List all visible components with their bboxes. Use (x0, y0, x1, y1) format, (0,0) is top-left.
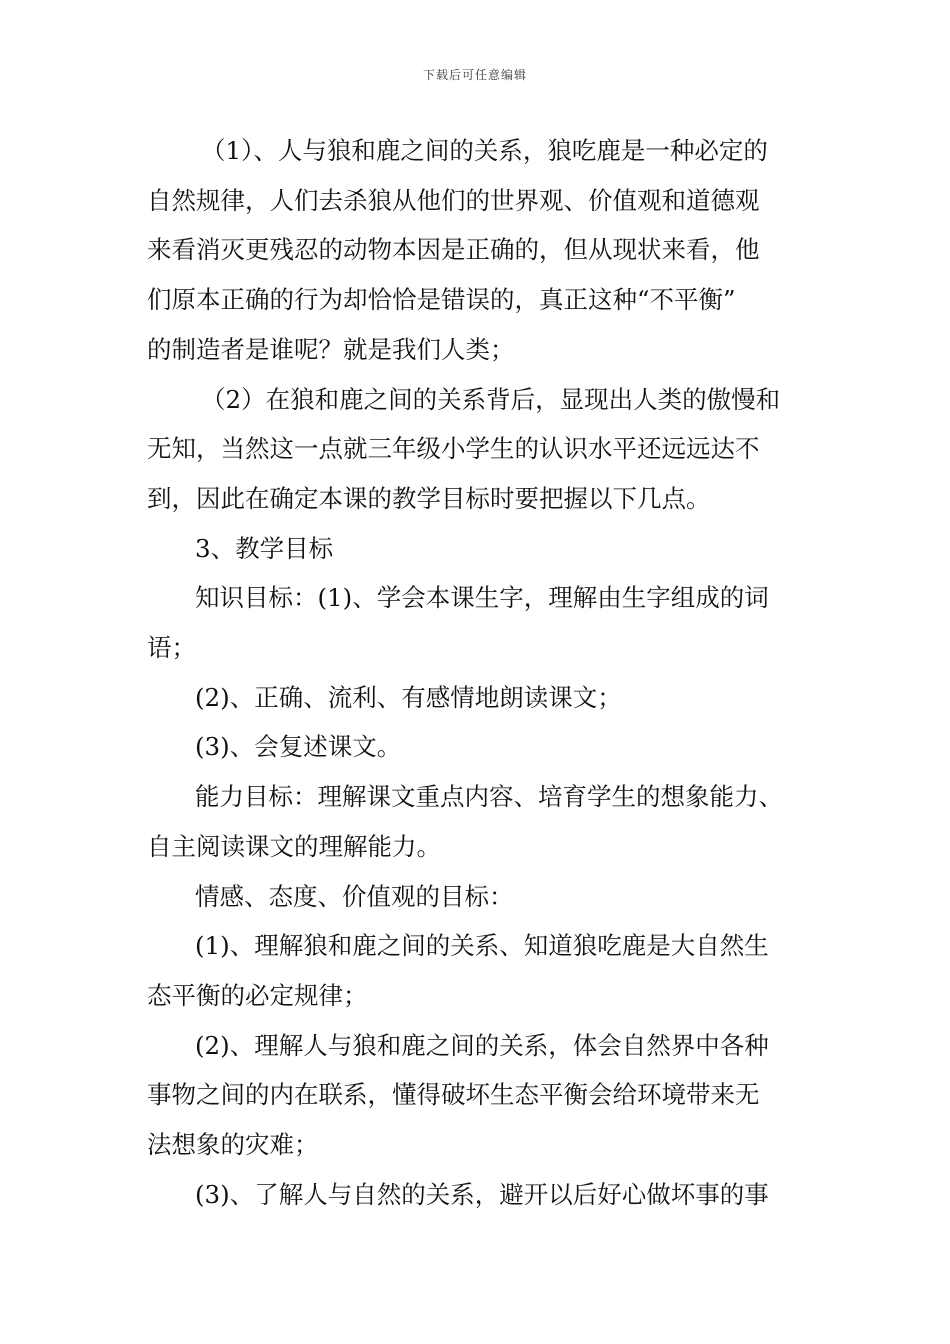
page-header: 下载后可任意编辑 (422, 68, 527, 82)
text-line: (2)、理解人与狼和鹿之间的关系，体会自然界中各种 (195, 1030, 769, 1060)
text-line: 语； (147, 633, 196, 663)
text-line: (2)、正确、流利、有感情地朗读课文； (195, 682, 622, 712)
text-line: 到，因此在确定本课的教学目标时要把握以下几点。 (147, 483, 711, 513)
text-line: (3)、会复述课文。 (195, 732, 402, 762)
text-line: 法想象的灾难； (147, 1130, 319, 1160)
text-line: 事物之间的内在联系，懂得破坏生态平衡会给环境带来无 (147, 1080, 760, 1110)
text-line: 知识目标：(1)、学会本课生字，理解由生字组成的词 (195, 583, 769, 613)
text-line: 态平衡的必定规律； (147, 980, 368, 1010)
text-line: 自主阅读课文的理解能力。 (147, 831, 441, 861)
document-body (147, 126, 807, 1219)
text-line: 来看消灭更残忍的动物本因是正确的，但从现状来看，他 (147, 235, 760, 265)
text-line: 自然规律，人们去杀狼从他们的世界观、价值观和道德观 (147, 185, 760, 215)
section-heading: 3、教学目标 (195, 533, 334, 563)
text-line: （1）、人与狼和鹿之间的关系，狼吃鹿是一种必定的 (201, 136, 768, 165)
text-line: 情感、态度、价值观的目标： (195, 881, 514, 911)
text-line: 能力目标：理解课文重点内容、培育学生的想象能力、 (195, 782, 783, 812)
text-line: 们原本正确的行为却恰恰是错误的，真正这种“不平衡” (147, 285, 736, 315)
text-line: 无知，当然这一点就三年级小学生的认识水平还远远达不 (147, 434, 760, 464)
text-line: (1)、理解狼和鹿之间的关系、知道狼吃鹿是大自然生 (195, 931, 769, 961)
text-line: （2）在狼和鹿之间的关系背后，显现出人类的傲慢和 (201, 384, 781, 414)
text-line: (3)、了解人与自然的关系，避开以后好心做坏事的事 (195, 1179, 769, 1209)
text-line: 的制造者是谁呢？就是我们人类； (147, 334, 515, 364)
